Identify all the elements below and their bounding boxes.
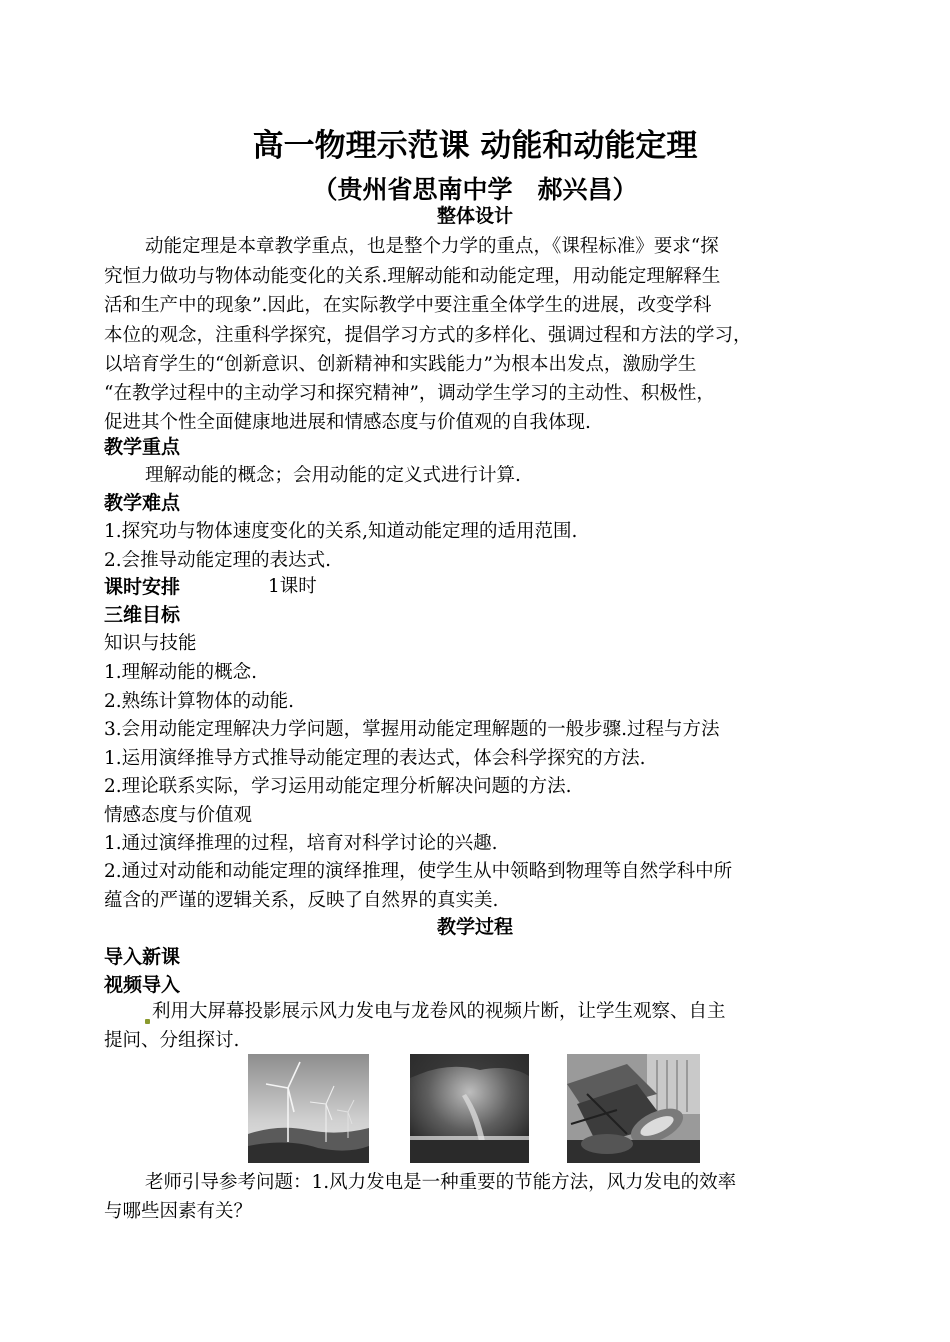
paragraph-line: 动能定理是本章教学重点，也是整个力学的重点，《课程标准》要求“探 xyxy=(145,236,719,257)
paragraph-line: 以培育学生的“创新意识、创新精神和实践能力”为根本出发点，激励学生 xyxy=(104,354,697,375)
teacher-question-line: 老师引导参考问题：1.风力发电是一种重要的节能方法，风力发电的效率 xyxy=(145,1172,737,1193)
heading-intro: 导入新课 xyxy=(104,946,181,968)
attitude-item: 蕴含的严谨的逻辑关系，反映了自然界的真实美. xyxy=(104,890,499,911)
schedule-value: 1课时 xyxy=(268,576,317,597)
author-line: （贵州省思南中学 郝兴昌） xyxy=(312,175,638,204)
attitude-item: 1.通过演绎推理的过程，培育对科学讨论的兴趣. xyxy=(104,833,498,854)
difficulty-item: 1.探究功与物体速度变化的关系,知道动能定理的适用范围. xyxy=(104,521,578,542)
knowledge-item: 2.熟练计算物体的动能. xyxy=(104,691,295,712)
subheading-attitude: 情感态度与价值观 xyxy=(104,805,253,826)
subheading-knowledge: 知识与技能 xyxy=(104,633,197,654)
heading-difficulties: 教学难点 xyxy=(104,492,181,514)
teacher-question-line: 与哪些因素有关？ xyxy=(104,1201,253,1222)
heading-overall-design: 整体设计 xyxy=(436,205,513,227)
tornado-photo xyxy=(410,1054,529,1163)
knowledge-item: 3.会用动能定理解决力学问题，掌握用动能定理解题的一般步骤.过程与方法 xyxy=(104,719,720,740)
wind-turbine-photo xyxy=(248,1054,369,1163)
heading-objectives: 三维目标 xyxy=(104,604,181,626)
paragraph-line: 本位的观念，注重科学探究，提倡学习方式的多样化、强调过程和方法的学习， xyxy=(104,325,752,346)
difficulty-item: 2.会推导动能定理的表达式. xyxy=(104,550,332,571)
paragraph-line: 活和生产中的现象”.因此，在实际教学中要注重全体学生的进展，改变学科 xyxy=(104,295,712,316)
paragraph-line: “在教学过程中的主动学习和探究精神”，调动学生学习的主动性、积极性， xyxy=(104,383,715,404)
video-line: 利用大屏幕投影展示风力发电与龙卷风的视频片断，让学生观察、自主 xyxy=(152,1001,726,1022)
paragraph-line: 促进其个性全面健康地进展和情感态度与价值观的自我体现. xyxy=(104,412,591,433)
key-points-text: 理解动能的概念；会用动能的定义式进行计算. xyxy=(145,465,521,486)
knowledge-item: 1.理解动能的概念. xyxy=(104,662,258,683)
heading-video: 视频导入 xyxy=(104,974,181,996)
knowledge-item: 2.理论联系实际，学习运用动能定理分析解决问题的方法. xyxy=(104,776,572,797)
attitude-item: 2.通过对动能和动能定理的演绎推理，使学生从中领略到物理等自然学科中所 xyxy=(104,861,733,882)
heading-key-points: 教学重点 xyxy=(104,436,181,458)
knowledge-item: 1.运用演绎推导方式推导动能定理的表达式，体会科学探究的方法. xyxy=(104,748,646,769)
page-title: 高一物理示范课 动能和动能定理 xyxy=(252,128,698,164)
heading-process: 教学过程 xyxy=(436,916,513,938)
paragraph-line: 究恒力做功与物体动能变化的关系.理解动能和动能定理，用动能定理解释生 xyxy=(104,266,721,287)
heading-schedule: 课时安排 xyxy=(104,576,181,598)
bullet-marker xyxy=(145,1019,150,1024)
damage-photo xyxy=(567,1054,700,1163)
video-line: 提问、分组探讨. xyxy=(104,1030,240,1051)
